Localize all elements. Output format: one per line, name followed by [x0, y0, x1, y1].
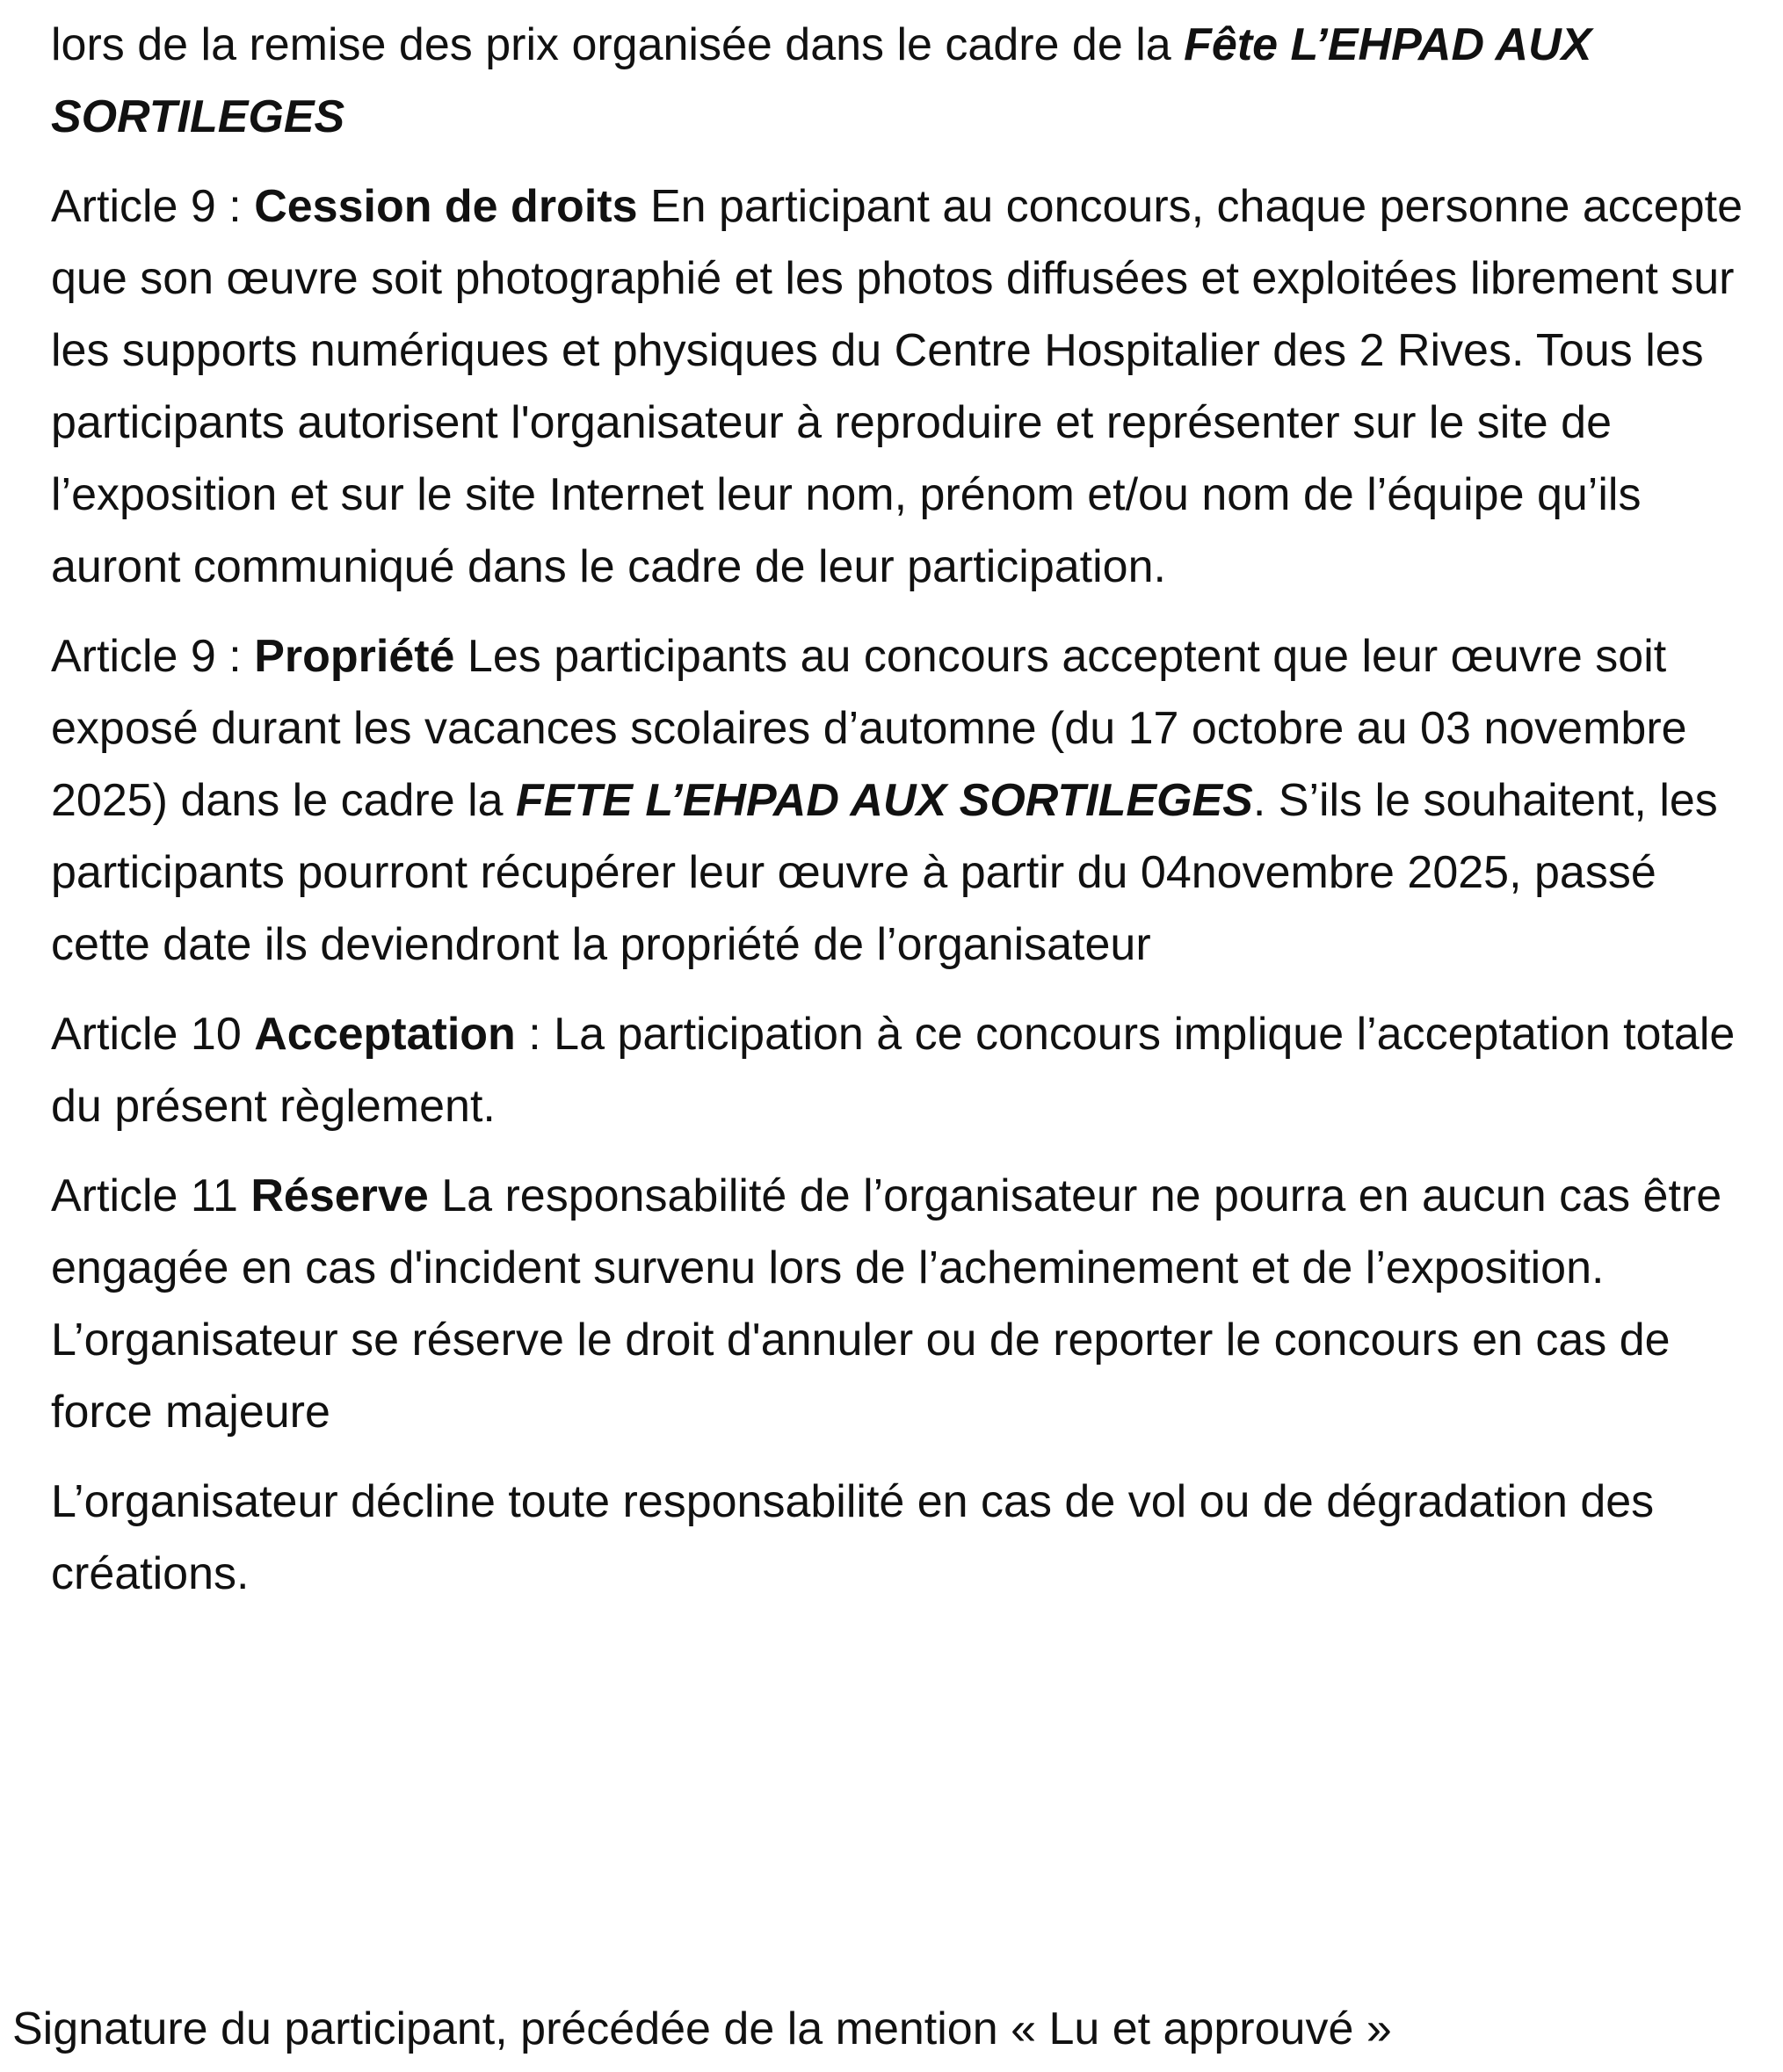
article-9-property: [51, 620, 1765, 981]
disclaimer-paragraph: L’organisateur décline toute responsabilité en cas de vol ou de dégradation des créations.: [51, 1476, 1655, 1599]
article-label: Article 9 :: [51, 181, 255, 232]
event-name: FETE L’EHPAD AUX SORTILEGES: [516, 775, 1253, 826]
article-body: : La participation à ce concours implique l’acceptation totale du présent règlement.: [51, 1009, 1736, 1132]
article-title: Cession de droits: [254, 181, 638, 232]
document-page: [51, 0, 1765, 1610]
article-11-reserve: [51, 1160, 1765, 1448]
article-label: Article 10: [51, 1009, 255, 1060]
article-body: En participant au concours, chaque personne accepte que son œuvre soit photographié et les photos diffusées et exploitées librement sur les supports numériques et physiques du Centre Hospitalier des 2 Rives. Tous les participants autorisent l'organisateur à reproduire et représenter sur le site de l’exposition et sur le site Internet leur nom, prénom et/ou nom de l’équipe qu’ils auront communiqué dans le cadre de leur participation.: [51, 181, 1743, 592]
article-title: Propriété: [254, 631, 455, 682]
article-title: Acceptation: [254, 1009, 516, 1060]
intro-paragraph: [51, 9, 1765, 153]
article-body-before: Les participants au concours acceptent que leur œuvre soit exposé durant les vacances scolaires d’automne (du 17 octobre au 03 novembre 2025) dans le cadre la: [51, 631, 1687, 826]
article-label: Article 9 :: [51, 631, 255, 682]
event-name: Fête L’EHPAD AUX SORTILEGES: [51, 19, 1592, 142]
article-body: La responsabilité de l’organisateur ne pourra en aucun cas être engagée en cas d'incident survenu lors de l’acheminement et de l’exposition. L’organisateur se réserve le droit d'annuler ou de reporter le concours en cas de force majeure: [51, 1170, 1722, 1438]
intro-text: lors de la remise des prix organisée dans le cadre de la: [51, 19, 1185, 70]
article-label: Article 11: [51, 1170, 251, 1221]
article-10-acceptance: [51, 998, 1765, 1142]
article-9-rights: [51, 170, 1765, 603]
article-title: Réserve: [250, 1170, 429, 1221]
signature-line: Signature du participant, précédée de la mention « Lu et approuvé »: [12, 2003, 1392, 2054]
article-body-after: . S’ils le souhaitent, les participants pourront récupérer leur œuvre à partir du 04novembre 2025, passé cette date ils deviendront la propriété de l’organisateur: [51, 775, 1718, 970]
